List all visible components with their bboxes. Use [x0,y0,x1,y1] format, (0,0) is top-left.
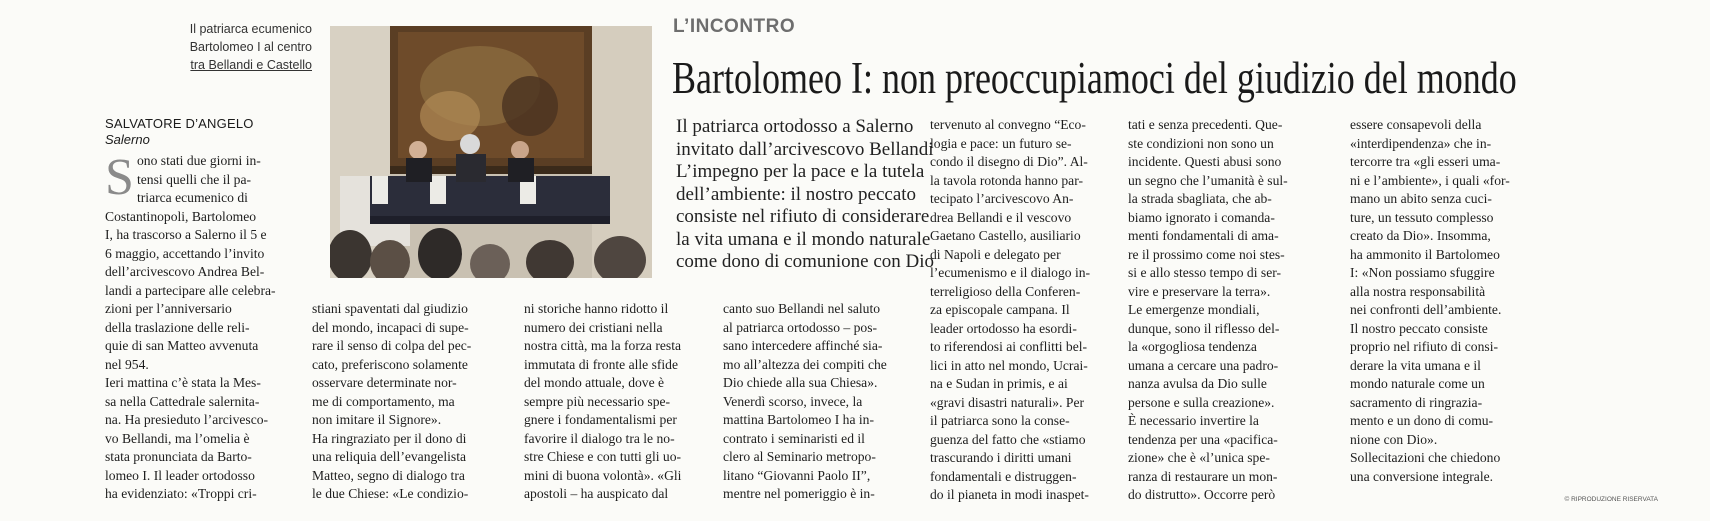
photo-caption [170,20,312,74]
copyright-notice: © RIPRODUZIONE RISERVATA [1564,496,1658,503]
subheading-line: invitato dall’arcivescovo Bellandi [676,138,934,160]
text-line: l’ecumenismo e il dialogo in- [930,265,1091,280]
text-line: il patriarca sono la conse- [930,413,1070,428]
text-line: I, ha trascorso a Salerno il 5 e [105,227,267,242]
subheading-line: Il patriarca ortodosso a Salerno [676,116,914,137]
text-line: favorire il dialogo tra le no- [524,430,675,446]
body-column-5 [930,116,1108,505]
article-headline: Bartolomeo I: non preoccupiamoci del giudizio del mondo [672,53,1517,103]
text-line: drea Bellandi e il vescovo [930,209,1072,225]
text-line: cato, preferiscono solamente [312,356,468,372]
text-line: lici in atto nel mondo, Ucrai- [930,357,1088,373]
text-line: un segno che l’umanità è sul- [1128,172,1288,188]
text-line: tervenuto al convegno “Eco- [930,117,1086,132]
text-line: persone e sulla creazione». [1128,394,1275,410]
text-line: sacramento di ringrazia- [1350,394,1483,410]
text-line: zione» che è «l’unica spe- [1128,450,1270,465]
body-column-2 [312,300,490,504]
text-line: ste condizioni non sono un [1128,135,1274,151]
text-line: zioni per l’anniversario [105,301,232,316]
text-line: dell’arcivescovo Andrea Bel- [105,264,265,279]
text-line: nostra città, ma la forza resta [524,338,682,353]
text-line: biamo ignorato i comanda- [1128,209,1275,225]
text-line: le due Chiese: «Le condizio- [312,486,469,501]
text-line: nione con Dio». [1350,431,1438,447]
text-line: la tavola rotonda hanno par- [930,172,1083,188]
text-line: non imitare il Signore». [312,412,442,427]
text-line: I: «Non possiamo sfuggire [1350,265,1495,280]
caption-line: Il patriarca ecumenico [189,22,312,36]
text-line: za episcopale campana. Il [930,302,1070,317]
text-line: do il pianeta in modi inaspet- [930,487,1089,502]
article-photo [330,26,652,278]
text-line: È necessario invertire la [1128,413,1259,428]
text-line: Gaetano Castello, ausiliario [930,228,1081,243]
drop-cap: S [105,149,134,206]
text-line: mo all’altezza dei compiti che [723,356,887,372]
text-line: Il nostro peccato consiste [1350,320,1488,336]
text-line: do distrutto». Occorre però [1128,487,1276,502]
text-line: sano intercedere affinché sia- [723,338,883,353]
subheading-line: L’impegno per la pace e la tutela [676,161,925,182]
text-line: «gravi disastri naturali». Per [930,394,1085,410]
text-line: menti fondamentali di ama- [1128,228,1279,243]
conference-photo-illustration [330,26,652,278]
text-line: stre Chiese e con tutti gli uo- [524,449,682,464]
text-line: vo Bellandi, ma l’omelia è [105,430,250,446]
text-line: ha evidenziato: «Troppi cri- [105,486,257,501]
subheading-line: la vita umana e il mondo naturale [676,228,931,250]
text-line: umana a cercare una padro- [1128,357,1279,373]
text-line: mentre nel pomeriggio è in- [723,486,875,501]
text-line: landi a partecipare alle celebra- [105,282,276,298]
text-line: mento e un dono di comu- [1350,413,1494,428]
text-line: na. Ha presieduto l’arcivesco- [105,412,269,427]
text-line: Ha ringraziato per il dono di [312,430,467,446]
text-line: na e Sudan in primis, e ai [930,376,1068,391]
text-line: derare la vita umana e il [1350,357,1481,373]
text-line: me di comportamento, ma [312,393,455,409]
subheading-line: come dono di comunione con Dio [676,251,935,272]
text-line: Venerdì scorso, invece, la [723,393,863,409]
text-line: triarca ecumenico di [137,190,248,205]
text-line: tati e senza precedenti. Que- [1128,117,1283,132]
body-column-6 [1128,116,1308,505]
text-line: una reliquia dell’evangelista [312,449,466,464]
text-line: fondamentali e distruggen- [930,468,1077,484]
text-line: mano un abito senza cuci- [1350,191,1492,206]
text-line: sa nella Cattedrale salernita- [105,393,260,409]
text-line: ni e l’ambiente», i quali «for- [1350,172,1510,188]
text-line: la strada sbagliata, che ab- [1128,191,1272,206]
text-line: nei confronti dell’ambiente. [1350,302,1502,317]
text-line: della traslazione delle reli- [105,319,250,335]
text-line: Sollecitazioni che chiedono [1350,450,1501,465]
text-line: tendenza per una «pacifica- [1128,431,1278,447]
text-line: canto suo Bellandi nel saluto [723,301,881,316]
text-line: lomeo I. Il leader ortodosso [105,467,255,483]
text-line: Dio chiede alla sua Chiesa». [723,375,878,390]
text-line: incidente. Questi abusi sono [1128,154,1282,169]
text-line: tensi quelli che il pa- [137,171,252,187]
text-line: mattina Bartolomeo I ha in- [723,412,874,427]
text-line: guenza del fatto che «stiamo [930,431,1086,447]
dateline-place: Salerno [105,132,150,147]
text-line: ha ammonito il Bartolomeo [1350,246,1500,262]
text-line: logia e pace: un futuro se- [930,135,1072,151]
text-line: to riferendosi ai conflitti bel- [930,339,1088,354]
section-kicker: L’INCONTRO [673,16,796,37]
text-line: al patriarca ortodosso – pos- [723,319,878,335]
text-line: vire e preservare la terra». [1128,283,1271,299]
body-column-1 [105,149,313,504]
text-line: una conversione integrale. [1350,468,1494,484]
text-line: mini di buona volontà». «Gli [524,467,682,483]
author-name: SALVATORE D’ANGELO [105,116,254,131]
text-line: apostoli – ha auspicato dal [524,486,669,501]
caption-line: tra Bellandi e Castello [190,58,312,72]
text-line: ni storiche hanno ridotto il [524,301,669,316]
text-line: osservare determinate nor- [312,375,457,390]
text-line: la «orgogliosa tendenza [1128,339,1257,354]
text-line: re il prossimo come noi stes- [1128,246,1285,262]
text-line: proprio nel rifiuto di consi- [1350,339,1498,354]
text-line: del mondo attuale, dove è [524,375,665,390]
text-line: contrato i seminaristi ed il [723,430,865,446]
text-line: rare il senso di colpa del pec- [312,338,472,353]
text-line: essere consapevoli della [1350,117,1482,132]
text-line: Le emergenze mondiali, [1128,302,1260,317]
text-line: dunque, sono il riflesso del- [1128,320,1280,336]
caption-line: Bartolomeo I al centro [189,40,312,54]
text-line: tercorre tra «gli esseri uma- [1350,154,1501,169]
text-line: gnere i fondamentalismi per [524,412,677,427]
text-line: si e allo stesso tempo di ser- [1128,265,1282,280]
text-line: Ieri mattina c’è stata la Mes- [105,375,261,390]
text-line: sempre più necessario spe- [524,393,671,409]
text-line: mondo naturale come un [1350,376,1485,391]
body-column-4 [723,300,903,504]
text-line: creato da Dio». Insomma, [1350,228,1491,243]
text-line: alla nostra responsabilità [1350,283,1486,299]
text-line: tecipato l’arcivescovo An- [930,191,1074,206]
text-line: di Napoli e delegato per [930,246,1061,262]
text-line: terreligioso della Conferen- [930,283,1081,299]
text-line: ranza di restaurare un mon- [1128,468,1278,484]
text-line: 6 maggio, accettando l’invito [105,245,265,261]
text-line: immutata di fronte alle sfide [524,356,679,372]
text-line: litano “Giovanni Paolo II”, [723,467,871,483]
text-line: Costantinopoli, Bartolomeo [105,208,257,224]
text-line: numero dei cristiani nella [524,319,663,335]
text-line: nel 954. [105,356,149,372]
text-line: stata pronunciata da Barto- [105,449,252,464]
text-line: Matteo, segno di dialogo tra [312,467,465,483]
text-line: quie di san Matteo avvenuta [105,338,259,353]
byline [105,116,254,148]
text-line: clero al Seminario metropo- [723,449,876,464]
text-line: trascurando i diritti umani [930,450,1072,465]
text-line: nanza avulsa da Dio sulle [1128,376,1267,391]
text-line: leader ortodosso ha esordi- [930,320,1077,336]
text-line: ture, un tessuto complesso [1350,209,1494,225]
subheading-line: consiste nel rifiuto di considerare [676,206,930,227]
text-line: «interdipendenza» che in- [1350,135,1492,151]
text-line: stiani spaventati dal giudizio [312,301,468,316]
subheading-line: dell’ambiente: il nostro peccato [676,183,917,205]
text-line: condo il disegno di Dio”. Al- [930,154,1088,169]
body-column-3 [524,300,702,504]
text-line: del mondo, incapaci di supe- [312,319,469,335]
text-line: ono stati due giorni in- [137,153,261,168]
body-column-7 [1350,116,1530,486]
